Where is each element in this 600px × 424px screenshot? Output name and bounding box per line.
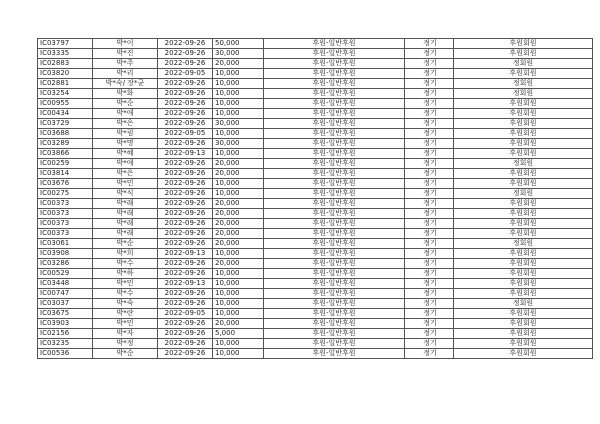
cycle-cell: 정기 <box>405 269 454 279</box>
donation-type-cell: 후원-일반후원 <box>264 149 405 159</box>
donor-id-cell: IC03037 <box>38 299 93 309</box>
donor-name-cell: 박*림 <box>93 129 158 139</box>
donor-id-cell: IC02881 <box>38 79 93 89</box>
donor-name-cell: 박*은 <box>93 169 158 179</box>
cycle-cell: 정기 <box>405 309 454 319</box>
donor-name-cell: 박*민 <box>93 279 158 289</box>
cycle-cell: 정기 <box>405 229 454 239</box>
donor-id-cell: IC02156 <box>38 329 93 339</box>
cycle-cell: 정기 <box>405 249 454 259</box>
member-type-cell: 후원회원 <box>454 229 593 239</box>
table-row <box>38 269 593 279</box>
table-row <box>38 279 593 289</box>
amount-cell: 5,000 <box>213 329 264 339</box>
member-type-cell: 후원회원 <box>454 109 593 119</box>
donation-type-cell: 후원-일반후원 <box>264 339 405 349</box>
donation-type-cell: 후원-일반후원 <box>264 129 405 139</box>
member-type-cell: 후원회원 <box>454 169 593 179</box>
donation-date-cell: 2022-09-26 <box>158 239 213 249</box>
donor-name-cell: 박*란 <box>93 309 158 319</box>
donor-name-cell: 박*순 <box>93 239 158 249</box>
donor-id-cell: IC03814 <box>38 169 93 179</box>
donor-id-cell: IC03254 <box>38 89 93 99</box>
donation-type-cell: 후원-일반후원 <box>264 169 405 179</box>
cycle-cell: 정기 <box>405 139 454 149</box>
donor-name-cell: 박*명 <box>93 139 158 149</box>
table-row <box>38 119 593 129</box>
donation-type-cell: 후원-일반후원 <box>264 99 405 109</box>
member-type-cell: 후원회원 <box>454 149 593 159</box>
cycle-cell: 정기 <box>405 179 454 189</box>
donation-date-cell: 2022-09-26 <box>158 119 213 129</box>
table-row <box>38 109 593 119</box>
table-row <box>38 339 593 349</box>
amount-cell: 10,000 <box>213 189 264 199</box>
donation-date-cell: 2022-09-26 <box>158 269 213 279</box>
member-type-cell: 정회원 <box>454 159 593 169</box>
cycle-cell: 정기 <box>405 99 454 109</box>
cycle-cell: 정기 <box>405 219 454 229</box>
donor-id-cell: IC03335 <box>38 49 93 59</box>
amount-cell: 10,000 <box>213 339 264 349</box>
member-type-cell: 후원회원 <box>454 249 593 259</box>
amount-cell: 10,000 <box>213 269 264 279</box>
amount-cell: 20,000 <box>213 199 264 209</box>
member-type-cell: 후원회원 <box>454 309 593 319</box>
donor-name-cell: 박*수 <box>93 259 158 269</box>
donor-id-cell: IC03448 <box>38 279 93 289</box>
member-type-cell: 후원회원 <box>454 349 593 359</box>
donation-type-cell: 후원-일반후원 <box>264 69 405 79</box>
cycle-cell: 정기 <box>405 279 454 289</box>
donation-date-cell: 2022-09-26 <box>158 39 213 49</box>
donor-name-cell: 박*래 <box>93 229 158 239</box>
donor-name-cell: 박*민 <box>93 179 158 189</box>
donation-type-cell: 후원-일반후원 <box>264 39 405 49</box>
amount-cell: 30,000 <box>213 139 264 149</box>
donation-type-cell: 후원-일반후원 <box>264 259 405 269</box>
donation-type-cell: 후원-일반후원 <box>264 319 405 329</box>
donation-type-cell: 후원-일반후원 <box>264 179 405 189</box>
cycle-cell: 정기 <box>405 169 454 179</box>
member-type-cell: 후원회원 <box>454 319 593 329</box>
table-row <box>38 249 593 259</box>
donation-type-cell: 후원-일반후원 <box>264 209 405 219</box>
member-type-cell: 후원회원 <box>454 279 593 289</box>
donation-type-cell: 후원-일반후원 <box>264 109 405 119</box>
amount-cell: 10,000 <box>213 249 264 259</box>
cycle-cell: 정기 <box>405 259 454 269</box>
donor-name-cell: 박*순 <box>93 99 158 109</box>
table-row <box>38 59 593 69</box>
amount-cell: 10,000 <box>213 349 264 359</box>
donor-id-cell: IC03061 <box>38 239 93 249</box>
donation-type-cell: 후원-일반후원 <box>264 269 405 279</box>
amount-cell: 10,000 <box>213 289 264 299</box>
cycle-cell: 정기 <box>405 129 454 139</box>
donation-type-cell: 후원-일반후원 <box>264 119 405 129</box>
donor-id-cell: IC00434 <box>38 109 93 119</box>
donor-id-cell: IC03235 <box>38 339 93 349</box>
donor-id-cell: IC03903 <box>38 319 93 329</box>
amount-cell: 20,000 <box>213 319 264 329</box>
member-type-cell: 후원회원 <box>454 99 593 109</box>
donor-table <box>37 38 593 359</box>
amount-cell: 20,000 <box>213 259 264 269</box>
donor-name-cell: 박*진 <box>93 49 158 59</box>
cycle-cell: 정기 <box>405 189 454 199</box>
donor-name-cell: 박*이 <box>93 39 158 49</box>
donation-date-cell: 2022-09-26 <box>158 169 213 179</box>
donation-type-cell: 후원-일반후원 <box>264 299 405 309</box>
table-row <box>38 299 593 309</box>
donation-date-cell: 2022-09-26 <box>158 109 213 119</box>
donation-date-cell: 2022-09-26 <box>158 299 213 309</box>
table-row <box>38 79 593 89</box>
donation-type-cell: 후원-일반후원 <box>264 289 405 299</box>
table-row <box>38 199 593 209</box>
donor-id-cell: IC03289 <box>38 139 93 149</box>
donor-name-cell: 박*주 <box>93 59 158 69</box>
member-type-cell: 정회원 <box>454 59 593 69</box>
donation-date-cell: 2022-09-05 <box>158 69 213 79</box>
cycle-cell: 정기 <box>405 49 454 59</box>
table-row <box>38 219 593 229</box>
amount-cell: 10,000 <box>213 299 264 309</box>
amount-cell: 10,000 <box>213 99 264 109</box>
donation-date-cell: 2022-09-26 <box>158 329 213 339</box>
donor-id-cell: IC03908 <box>38 249 93 259</box>
donor-name-cell: 박*민 <box>93 319 158 329</box>
donor-name-cell: 박*혜 <box>93 149 158 159</box>
member-type-cell: 후원회원 <box>454 199 593 209</box>
member-type-cell: 후원회원 <box>454 269 593 279</box>
donor-name-cell: 박*수 <box>93 289 158 299</box>
cycle-cell: 정기 <box>405 69 454 79</box>
cycle-cell: 정기 <box>405 79 454 89</box>
donation-date-cell: 2022-09-05 <box>158 129 213 139</box>
donation-date-cell: 2022-09-26 <box>158 89 213 99</box>
cycle-cell: 정기 <box>405 349 454 359</box>
donor-id-cell: IC03676 <box>38 179 93 189</box>
donor-name-cell: 박*리 <box>93 69 158 79</box>
donation-date-cell: 2022-09-26 <box>158 259 213 269</box>
donation-date-cell: 2022-09-13 <box>158 279 213 289</box>
cycle-cell: 정기 <box>405 89 454 99</box>
amount-cell: 10,000 <box>213 89 264 99</box>
cycle-cell: 정기 <box>405 289 454 299</box>
member-type-cell: 후원회원 <box>454 139 593 149</box>
table-row <box>38 39 593 49</box>
donation-date-cell: 2022-09-26 <box>158 289 213 299</box>
table-row <box>38 99 593 109</box>
donor-id-cell: IC03688 <box>38 129 93 139</box>
donor-name-cell: 박*애 <box>93 159 158 169</box>
donor-name-cell: 박*래 <box>93 219 158 229</box>
member-type-cell: 후원회원 <box>454 69 593 79</box>
donation-type-cell: 후원-일반후원 <box>264 189 405 199</box>
donation-type-cell: 후원-일반후원 <box>264 349 405 359</box>
donor-id-cell: IC00259 <box>38 159 93 169</box>
table-row <box>38 139 593 149</box>
member-type-cell: 후원회원 <box>454 39 593 49</box>
donor-name-cell: 박*숙 <box>93 299 158 309</box>
amount-cell: 30,000 <box>213 49 264 59</box>
amount-cell: 10,000 <box>213 129 264 139</box>
cycle-cell: 정기 <box>405 149 454 159</box>
donor-id-cell: IC00373 <box>38 229 93 239</box>
donation-date-cell: 2022-09-26 <box>158 339 213 349</box>
donation-date-cell: 2022-09-05 <box>158 309 213 319</box>
amount-cell: 20,000 <box>213 169 264 179</box>
member-type-cell: 후원회원 <box>454 209 593 219</box>
cycle-cell: 정기 <box>405 39 454 49</box>
amount-cell: 10,000 <box>213 279 264 289</box>
cycle-cell: 정기 <box>405 109 454 119</box>
table-row <box>38 309 593 319</box>
table-row <box>38 49 593 59</box>
donation-type-cell: 후원-일반후원 <box>264 249 405 259</box>
member-type-cell: 후원회원 <box>454 259 593 269</box>
table-row <box>38 159 593 169</box>
donation-date-cell: 2022-09-26 <box>158 79 213 89</box>
amount-cell: 10,000 <box>213 179 264 189</box>
member-type-cell: 정회원 <box>454 79 593 89</box>
donor-id-cell: IC00536 <box>38 349 93 359</box>
member-type-cell: 후원회원 <box>454 289 593 299</box>
donor-id-cell: IC02883 <box>38 59 93 69</box>
cycle-cell: 정기 <box>405 199 454 209</box>
donation-date-cell: 2022-09-26 <box>158 189 213 199</box>
donor-id-cell: IC03797 <box>38 39 93 49</box>
donation-date-cell: 2022-09-26 <box>158 99 213 109</box>
member-type-cell: 후원회원 <box>454 119 593 129</box>
table-row <box>38 289 593 299</box>
donor-name-cell: 박*정 <box>93 339 158 349</box>
donation-type-cell: 후원-일반후원 <box>264 219 405 229</box>
donation-date-cell: 2022-09-26 <box>158 199 213 209</box>
donation-type-cell: 후원-일반후원 <box>264 139 405 149</box>
donation-date-cell: 2022-09-26 <box>158 179 213 189</box>
donor-id-cell: IC00373 <box>38 209 93 219</box>
donation-type-cell: 후원-일반후원 <box>264 279 405 289</box>
donation-date-cell: 2022-09-26 <box>158 219 213 229</box>
donation-type-cell: 후원-일반후원 <box>264 59 405 69</box>
donation-type-cell: 후원-일반후원 <box>264 229 405 239</box>
cycle-cell: 정기 <box>405 159 454 169</box>
donation-date-cell: 2022-09-26 <box>158 159 213 169</box>
donor-id-cell: IC00529 <box>38 269 93 279</box>
donation-type-cell: 후원-일반후원 <box>264 49 405 59</box>
donation-date-cell: 2022-09-26 <box>158 209 213 219</box>
amount-cell: 10,000 <box>213 309 264 319</box>
table-row <box>38 189 593 199</box>
donor-id-cell: IC03675 <box>38 309 93 319</box>
amount-cell: 10,000 <box>213 79 264 89</box>
member-type-cell: 정회원 <box>454 299 593 309</box>
cycle-cell: 정기 <box>405 59 454 69</box>
donor-id-cell: IC03286 <box>38 259 93 269</box>
amount-cell: 10,000 <box>213 69 264 79</box>
donor-id-cell: IC03729 <box>38 119 93 129</box>
member-type-cell: 후원회원 <box>454 219 593 229</box>
donor-id-cell: IC03820 <box>38 69 93 79</box>
donation-type-cell: 후원-일반후원 <box>264 159 405 169</box>
donation-date-cell: 2022-09-26 <box>158 349 213 359</box>
table-row <box>38 129 593 139</box>
member-type-cell: 후원회원 <box>454 129 593 139</box>
table-row <box>38 89 593 99</box>
amount-cell: 10,000 <box>213 149 264 159</box>
table-row <box>38 229 593 239</box>
donation-type-cell: 후원-일반후원 <box>264 309 405 319</box>
table-row <box>38 209 593 219</box>
donor-id-cell: IC03866 <box>38 149 93 159</box>
donor-name-cell: 박*래 <box>93 199 158 209</box>
table-row <box>38 69 593 79</box>
member-type-cell: 정회원 <box>454 239 593 249</box>
table-row <box>38 259 593 269</box>
cycle-cell: 정기 <box>405 339 454 349</box>
donor-name-cell: 박*하 <box>93 269 158 279</box>
table-row <box>38 149 593 159</box>
donation-type-cell: 후원-일반후원 <box>264 239 405 249</box>
donor-name-cell: 박*은 <box>93 119 158 129</box>
donor-name-cell: 박*숙/ 장*균 <box>93 79 158 89</box>
donor-name-cell: 박*식 <box>93 189 158 199</box>
donation-date-cell: 2022-09-26 <box>158 59 213 69</box>
amount-cell: 20,000 <box>213 159 264 169</box>
donation-date-cell: 2022-09-26 <box>158 139 213 149</box>
amount-cell: 10,000 <box>213 109 264 119</box>
donor-name-cell: 박*자 <box>93 329 158 339</box>
member-type-cell: 후원회원 <box>454 49 593 59</box>
table-row <box>38 319 593 329</box>
donation-date-cell: 2022-09-26 <box>158 319 213 329</box>
donation-type-cell: 후원-일반후원 <box>264 89 405 99</box>
amount-cell: 20,000 <box>213 239 264 249</box>
amount-cell: 50,000 <box>213 39 264 49</box>
table-row <box>38 179 593 189</box>
table-row <box>38 349 593 359</box>
member-type-cell: 정회원 <box>454 189 593 199</box>
table-row <box>38 169 593 179</box>
donor-name-cell: 박*화 <box>93 89 158 99</box>
table-row <box>38 329 593 339</box>
donation-date-cell: 2022-09-26 <box>158 49 213 59</box>
amount-cell: 20,000 <box>213 229 264 239</box>
donor-name-cell: 박*순 <box>93 349 158 359</box>
donor-id-cell: IC00373 <box>38 199 93 209</box>
table-row <box>38 239 593 249</box>
cycle-cell: 정기 <box>405 119 454 129</box>
donation-type-cell: 후원-일반후원 <box>264 79 405 89</box>
donation-date-cell: 2022-09-26 <box>158 229 213 239</box>
donor-table-body <box>38 39 593 359</box>
cycle-cell: 정기 <box>405 319 454 329</box>
amount-cell: 30,000 <box>213 119 264 129</box>
donor-id-cell: IC00275 <box>38 189 93 199</box>
donation-type-cell: 후원-일반후원 <box>264 199 405 209</box>
amount-cell: 20,000 <box>213 219 264 229</box>
cycle-cell: 정기 <box>405 239 454 249</box>
member-type-cell: 후원회원 <box>454 339 593 349</box>
member-type-cell: 정회원 <box>454 89 593 99</box>
member-type-cell: 후원회원 <box>454 329 593 339</box>
donation-type-cell: 후원-일반후원 <box>264 329 405 339</box>
amount-cell: 20,000 <box>213 59 264 69</box>
member-type-cell: 후원회원 <box>454 179 593 189</box>
donor-name-cell: 박*래 <box>93 209 158 219</box>
donor-id-cell: IC00747 <box>38 289 93 299</box>
donor-name-cell: 박*희 <box>93 249 158 259</box>
donor-name-cell: 박*애 <box>93 109 158 119</box>
amount-cell: 20,000 <box>213 209 264 219</box>
cycle-cell: 정기 <box>405 209 454 219</box>
cycle-cell: 정기 <box>405 299 454 309</box>
donor-id-cell: IC00373 <box>38 219 93 229</box>
donation-date-cell: 2022-09-13 <box>158 249 213 259</box>
cycle-cell: 정기 <box>405 329 454 339</box>
donor-id-cell: IC00955 <box>38 99 93 109</box>
donation-date-cell: 2022-09-13 <box>158 149 213 159</box>
